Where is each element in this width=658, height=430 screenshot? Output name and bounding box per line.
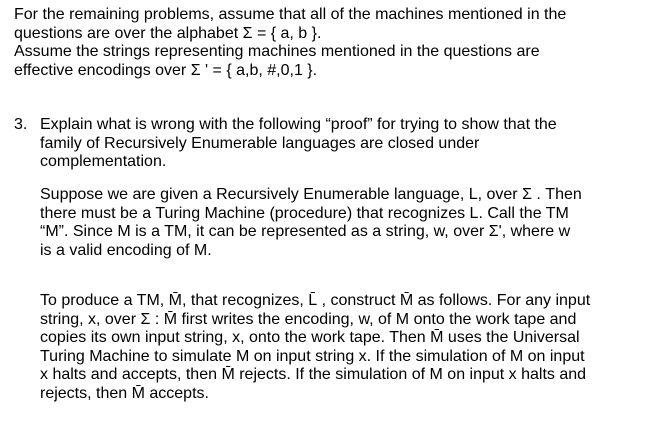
proof-line: there must be a Turing Machine (procedure) that recognizes L. Call the TM (40, 204, 569, 222)
proof-paragraph-2 (40, 292, 654, 403)
intro-line: For the remaining problems, assume that all of the machines mentioned in the (14, 6, 567, 23)
problem-number: 3. (14, 116, 28, 133)
statement-line: family of Recursively Enumerable languages are closed under (40, 134, 480, 152)
problem-statement (40, 116, 650, 172)
proof-line: string, x, over Σ : M̄ first writes the encoding, w, of M onto the work tape and (40, 310, 577, 328)
proof-line: “M”. Since M is a TM, it can be represented as a string, w, over Σ', where w (40, 223, 571, 240)
statement-line: Explain what is wrong with the following “proof” for trying to show that the (40, 116, 557, 133)
proof-line: Suppose we are given a Recursively Enumerable language, L, over Σ . Then (40, 186, 582, 203)
intro-paragraph (14, 6, 650, 80)
proof-paragraph-1 (40, 186, 652, 260)
proof-line: is a valid encoding of M. (40, 241, 212, 259)
proof-line: x halts and accepts, then M̄ rejects. If the simulation of M on input x halts and (40, 366, 587, 383)
intro-line: questions are over the alphabet Σ = { a, b }. (14, 24, 322, 42)
intro-line: Assume the strings representing machines mentioned in the questions are (14, 43, 540, 60)
statement-line: complementation. (40, 153, 167, 170)
proof-line: To produce a TM, M̄, that recognizes, L̄ , construct M̄ as follows. For any input (40, 292, 591, 309)
intro-line: effective encodings over Σ ' = { a,b, #,0,1 }. (14, 61, 318, 79)
proof-line: Turing Machine to simulate M on input string x. If the simulation of M on input (40, 347, 585, 365)
proof-line: copies its own input string, x, onto the work tape. Then M̄ uses the Universal (40, 329, 580, 346)
proof-line: rejects, then M̄ accepts. (40, 384, 209, 402)
